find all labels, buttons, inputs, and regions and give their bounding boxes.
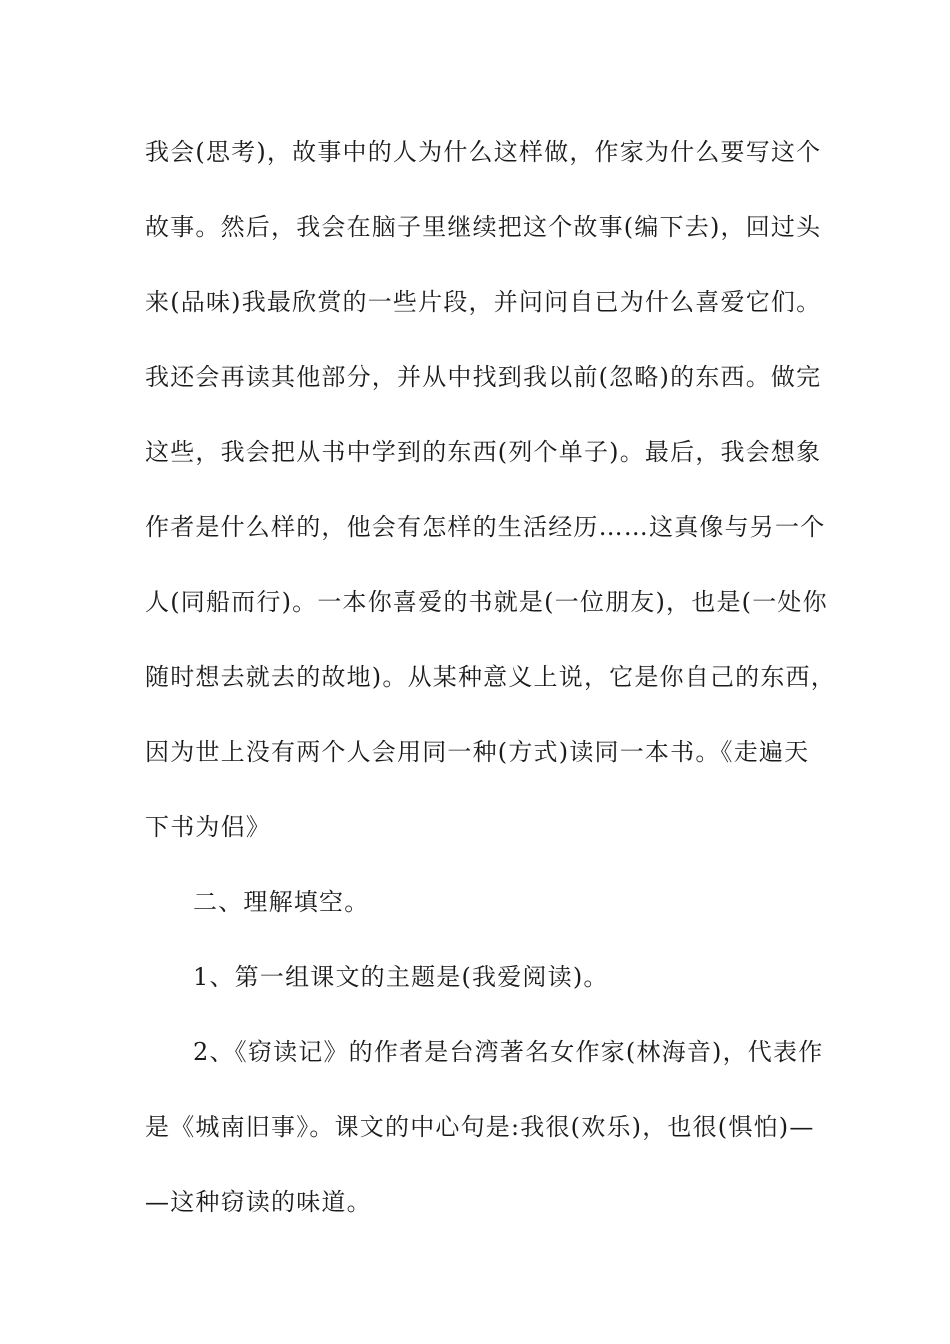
list-item: 1、第一组课文的主题是(我爱阅读)。	[193, 963, 609, 991]
list-item: 2、《窃读记》的作者是台湾著名女作家(林海音)，代表作	[193, 1038, 824, 1066]
paragraph-line: 来(品味)我最欣赏的一些片段，并问问自已为什么喜爱它们。	[145, 288, 822, 316]
paragraph-line: 这些，我会把从书中学到的东西(列个单子)。最后，我会想象	[145, 438, 822, 466]
paragraph-line: 作者是什么样的，他会有怎样的生活经历……这真像与另一个	[145, 513, 826, 541]
paragraph-line: 人(同船而行)。一本你喜爱的书就是(一位朋友)，也是(一处你	[145, 588, 828, 616]
section-heading: 二、理解填空。	[193, 888, 370, 916]
paragraph-line: 随时想去就去的故地)。从某种意义上说，它是你自己的东西，	[145, 663, 836, 691]
paragraph-line: 我还会再读其他部分，并从中找到我以前(忽略)的东西。做完	[145, 363, 822, 391]
paragraph-line: 故事。然后，我会在脑子里继续把这个故事(编下去)，回过头	[145, 213, 822, 241]
paragraph-line: 因为世上没有两个人会用同一种(方式)读同一本书。《走遍天	[145, 738, 810, 766]
paragraph-line: 我会(思考)，故事中的人为什么这样做，作家为什么要写这个	[145, 138, 822, 166]
list-item-continuation: 是《城南旧事》。课文的中心句是:我很(欢乐)，也很(惧怕)—	[145, 1113, 815, 1141]
paragraph-line: 下书为侣》	[145, 813, 271, 841]
list-item-continuation: —这种窃读的味道。	[145, 1188, 372, 1216]
